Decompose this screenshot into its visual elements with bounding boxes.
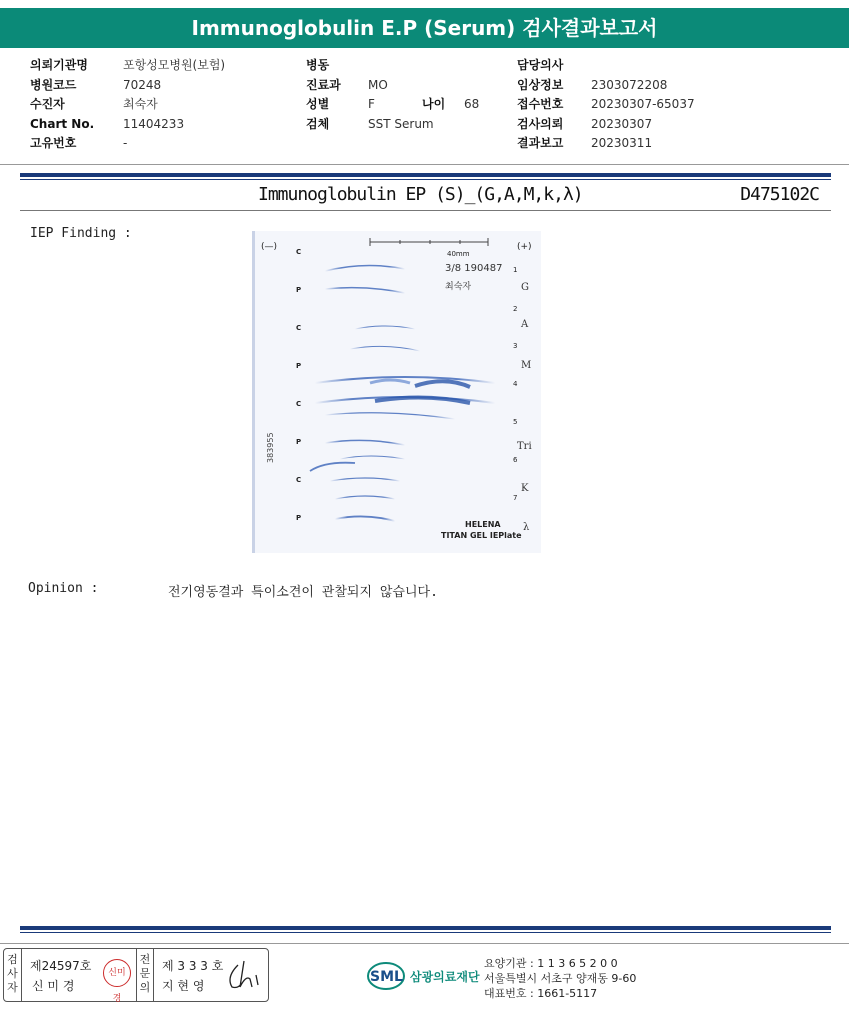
info-row (517, 95, 695, 115)
lab-name: 삼광의료재단 (410, 970, 480, 984)
field-label: 임상정보 (517, 77, 564, 92)
test-code: D475102C (740, 184, 819, 205)
header-divider (0, 164, 849, 165)
signature-box (3, 948, 269, 1002)
info-row (517, 115, 695, 135)
lab-info (484, 956, 636, 1001)
lane-number: 1 (513, 266, 518, 274)
gel-name: 최숙자 (445, 282, 472, 292)
info-column-doctor (517, 56, 695, 154)
field-value: 포항성모병원(보험) (123, 58, 226, 72)
section-rule-top (20, 173, 831, 177)
field-value: SST Serum (368, 116, 434, 131)
sml-logo-icon (366, 956, 410, 996)
field-label: 의뢰기관명 (30, 58, 88, 72)
lane-label: P (296, 286, 302, 294)
field-label: 병원코드 (30, 77, 77, 92)
info-row (517, 56, 695, 76)
info-row (306, 76, 479, 96)
lab-address: 서울특별시 서초구 양재동 9-60 (484, 972, 637, 985)
section-rule-bottom-thin (20, 932, 831, 933)
lane-letter: M (521, 360, 532, 371)
vchar: 자 (7, 981, 18, 994)
info-row (306, 56, 479, 76)
info-row (30, 134, 225, 154)
field-label: 성별 (306, 97, 330, 111)
inspector-stamp: 신미경 (103, 959, 131, 987)
age-label: 나이 (422, 97, 446, 111)
lane-number: 6 (513, 456, 518, 464)
lane-number: 3 (513, 342, 518, 350)
lane-number: 2 (513, 305, 518, 313)
lane-letter: K (521, 483, 529, 494)
gel-drawing (255, 231, 541, 553)
iep-gel-image (252, 231, 541, 553)
gel-plus-label: (+) (517, 242, 532, 252)
lane-number: 5 (513, 418, 518, 426)
opinion-label: Opinion : (28, 581, 99, 596)
lane-letter: λ (523, 522, 530, 533)
finding-label: IEP Finding : (30, 226, 132, 241)
lane-label: C (296, 400, 302, 408)
field-label: 검사의뢰 (517, 116, 564, 131)
gel-date: 3/8 190487 (445, 263, 503, 274)
lane-label: P (296, 438, 302, 446)
lab-phone: 대표번호 : 1661-5117 (484, 987, 598, 1000)
gel-brand-2: TITAN GEL IEPlate (441, 531, 522, 540)
field-value: 최숙자 (123, 97, 158, 111)
lane-letter: A (521, 319, 529, 330)
field-value: 70248 (123, 77, 162, 92)
vchar: 사 (7, 967, 18, 980)
lane-label: C (296, 248, 302, 256)
inspector-number: 제24597호 (30, 959, 92, 973)
field-label: 검체 (306, 116, 330, 131)
info-row (30, 115, 225, 135)
field-label: 결과보고 (517, 136, 564, 150)
info-row (30, 56, 225, 76)
lane-label: P (296, 514, 302, 522)
gel-scale-label: 40mm (447, 250, 470, 258)
test-divider (20, 210, 831, 211)
field-label: 접수번호 (517, 97, 564, 111)
field-value: 20230307 (591, 116, 653, 131)
lane-label: P (296, 362, 302, 370)
info-row (30, 76, 225, 96)
age-value: 68 (464, 97, 480, 111)
info-row (306, 115, 479, 135)
info-row (517, 76, 695, 96)
lab-registration: 요양기관 : 1 1 3 6 5 2 0 0 (484, 957, 618, 970)
lane-letter: Tri (517, 441, 532, 452)
specialist-number: 제 3 3 3 호 (162, 959, 224, 973)
lane-number: 4 (513, 380, 518, 388)
gel-side-code: 383955 (266, 432, 275, 463)
field-value: - (123, 136, 128, 150)
gel-minus-label: (—) (261, 242, 278, 252)
inspector-label (4, 949, 22, 1001)
specialist-signature (224, 957, 264, 993)
field-label: 수진자 (30, 97, 65, 111)
info-row (517, 134, 695, 154)
vchar: 전 (139, 953, 151, 966)
info-column-patient (30, 56, 225, 154)
info-row (306, 95, 479, 115)
vchar: 검 (7, 953, 18, 966)
specialist-label (136, 949, 154, 1001)
field-label: Chart No. (30, 116, 95, 131)
gel-brand-1: HELENA (465, 520, 501, 529)
field-value: MO (368, 77, 388, 92)
report-title: Immunoglobulin E.P (Serum) 검사결과보고서 (0, 8, 849, 48)
field-value: 11404233 (123, 116, 185, 131)
field-value: 2303072208 (591, 77, 668, 92)
opinion-text: 전기영동결과 특이소견이 관찰되지 않습니다. (168, 585, 438, 600)
vchar: 문 (139, 967, 151, 980)
section-rule-bottom (20, 926, 831, 930)
section-rule-top-thin (20, 179, 831, 180)
vchar: 의 (139, 981, 151, 994)
field-value: 20230307-65037 (591, 97, 695, 111)
lane-label: C (296, 324, 302, 332)
field-label: 고유번호 (30, 136, 77, 150)
specialist-name: 지 현 영 (162, 979, 205, 993)
test-name: Immunoglobulin EP (S)_(G,A,M,k,λ) (258, 184, 583, 205)
sml-logo-text: SML (370, 969, 403, 985)
field-value: 20230311 (591, 136, 653, 150)
lane-letter: G (521, 282, 529, 293)
lane-label: C (296, 476, 302, 484)
info-column-ward (306, 56, 479, 134)
field-label: 담당의사 (517, 58, 564, 72)
field-label: 병동 (306, 58, 330, 72)
footer-divider (0, 943, 849, 944)
lane-number: 7 (513, 494, 518, 502)
field-value: F (368, 97, 375, 111)
field-label: 진료과 (306, 77, 341, 92)
info-row (30, 95, 225, 115)
inspector-name: 신 미 경 (32, 979, 75, 993)
